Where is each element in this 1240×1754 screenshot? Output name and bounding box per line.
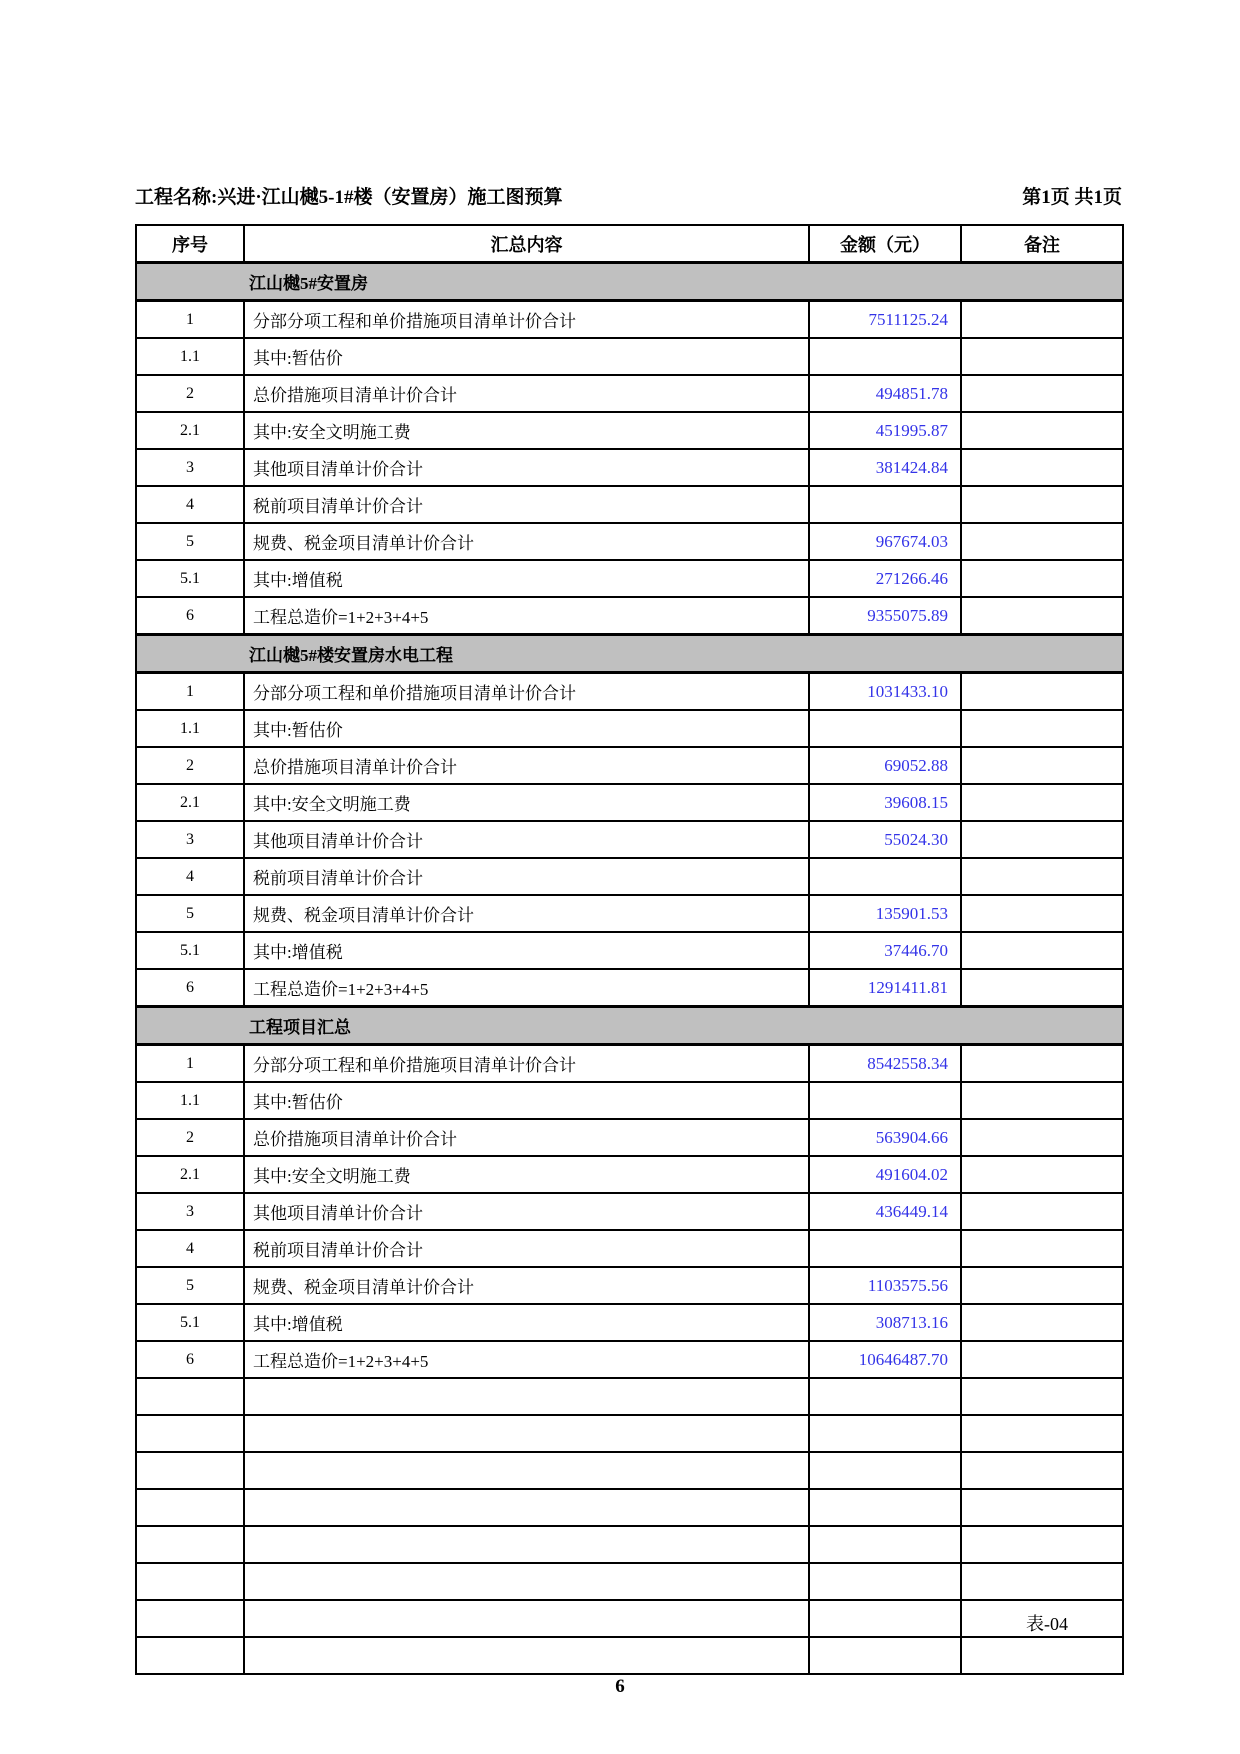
- table-row: [136, 375, 1123, 412]
- note-cell: [961, 1045, 1123, 1083]
- summary-table-header-row: [136, 225, 1123, 263]
- note-cell: [961, 1119, 1123, 1156]
- amount-cell: 308713.16: [809, 1304, 961, 1341]
- amount-cell: 7511125.24: [809, 301, 961, 339]
- summary-content-cell: [244, 1452, 809, 1489]
- note-cell: [961, 1156, 1123, 1193]
- row-number-cell: 1.1: [136, 338, 244, 375]
- summary-content-cell: 总价措施项目清单计价合计: [244, 375, 809, 412]
- note-cell: [961, 1378, 1123, 1415]
- note-cell: [961, 1452, 1123, 1489]
- page-count-label: 第1页 共1页: [1022, 187, 1122, 208]
- section-band-row: [136, 263, 1123, 301]
- summary-content-cell: 分部分项工程和单价措施项目清单计价合计: [244, 301, 809, 339]
- amount-cell: 491604.02: [809, 1156, 961, 1193]
- summary-content-cell: 税前项目清单计价合计: [244, 858, 809, 895]
- table-row: [136, 1119, 1123, 1156]
- table-row: [136, 858, 1123, 895]
- row-number-cell: 5: [136, 523, 244, 560]
- row-number-cell: 1.1: [136, 710, 244, 747]
- amount-cell: 8542558.34: [809, 1045, 961, 1083]
- section-title: 江山樾5#安置房: [136, 263, 1123, 301]
- amount-cell: 967674.03: [809, 523, 961, 560]
- amount-cell: 1103575.56: [809, 1267, 961, 1304]
- section-title: 工程项目汇总: [136, 1007, 1123, 1045]
- note-cell: [961, 486, 1123, 523]
- row-number-cell: 1.1: [136, 1082, 244, 1119]
- project-name-title: 工程名称:兴进·江山樾5-1#楼（安置房）施工图预算: [135, 187, 563, 208]
- empty-row: [136, 1563, 1123, 1600]
- table-row: [136, 1045, 1123, 1083]
- summary-content-cell: 税前项目清单计价合计: [244, 1230, 809, 1267]
- amount-cell: 451995.87: [809, 412, 961, 449]
- row-number-cell: 2.1: [136, 412, 244, 449]
- table-row: [136, 1156, 1123, 1193]
- amount-cell: 271266.46: [809, 560, 961, 597]
- summary-content-cell: 其他项目清单计价合计: [244, 1193, 809, 1230]
- empty-row: [136, 1415, 1123, 1452]
- amount-cell: [809, 1489, 961, 1526]
- row-number-cell: 4: [136, 858, 244, 895]
- table-row: [136, 821, 1123, 858]
- note-cell: [961, 1082, 1123, 1119]
- summary-content-cell: [244, 1563, 809, 1600]
- row-number-cell: 2.1: [136, 1156, 244, 1193]
- table-row: [136, 710, 1123, 747]
- row-number-cell: 2: [136, 1119, 244, 1156]
- note-cell: [961, 449, 1123, 486]
- amount-cell: [809, 1082, 961, 1119]
- amount-cell: 381424.84: [809, 449, 961, 486]
- table-row: [136, 747, 1123, 784]
- amount-cell: 37446.70: [809, 932, 961, 969]
- summary-content-cell: 其中:暂估价: [244, 338, 809, 375]
- section-band-row: [136, 1007, 1123, 1045]
- form-number-label: 表-04: [1026, 1614, 1068, 1634]
- amount-cell: 1031433.10: [809, 673, 961, 711]
- summary-content-cell: [244, 1526, 809, 1563]
- table-row: [136, 673, 1123, 711]
- row-number-cell: 4: [136, 1230, 244, 1267]
- summary-table-body: [136, 263, 1123, 1675]
- row-number-cell: [136, 1563, 244, 1600]
- note-cell: [961, 747, 1123, 784]
- amount-cell: 39608.15: [809, 784, 961, 821]
- empty-row: [136, 1378, 1123, 1415]
- table-row: [136, 1341, 1123, 1378]
- row-number-cell: [136, 1378, 244, 1415]
- table-row: [136, 1193, 1123, 1230]
- amount-cell: [809, 1637, 961, 1674]
- note-cell: [961, 1304, 1123, 1341]
- note-cell: [961, 1193, 1123, 1230]
- amount-cell: 436449.14: [809, 1193, 961, 1230]
- amount-cell: [809, 486, 961, 523]
- note-cell: [961, 375, 1123, 412]
- empty-row: [136, 1452, 1123, 1489]
- table-row: [136, 449, 1123, 486]
- table-row: [136, 1082, 1123, 1119]
- amount-cell: 1291411.81: [809, 969, 961, 1007]
- row-number-cell: 5.1: [136, 932, 244, 969]
- note-cell: [961, 784, 1123, 821]
- table-row: [136, 412, 1123, 449]
- section-band-row: [136, 635, 1123, 673]
- summary-content-cell: 规费、税金项目清单计价合计: [244, 523, 809, 560]
- table-row: [136, 969, 1123, 1007]
- row-number-cell: [136, 1415, 244, 1452]
- row-number-cell: 2.1: [136, 784, 244, 821]
- summary-content-cell: 分部分项工程和单价措施项目清单计价合计: [244, 673, 809, 711]
- note-cell: [961, 673, 1123, 711]
- amount-cell: [809, 1230, 961, 1267]
- table-row: [136, 932, 1123, 969]
- note-cell: [961, 932, 1123, 969]
- amount-cell: [809, 1526, 961, 1563]
- note-cell: [961, 1489, 1123, 1526]
- column-header: 金额（元）: [809, 225, 961, 263]
- summary-content-cell: 其中:安全文明施工费: [244, 784, 809, 821]
- note-cell: [961, 1563, 1123, 1600]
- note-cell: [961, 710, 1123, 747]
- column-header: 汇总内容: [244, 225, 809, 263]
- row-number-cell: [136, 1526, 244, 1563]
- note-cell: [961, 1637, 1123, 1674]
- note-cell: [961, 412, 1123, 449]
- note-cell: [961, 1415, 1123, 1452]
- column-header: 序号: [136, 225, 244, 263]
- table-row: [136, 1267, 1123, 1304]
- row-number-cell: 5: [136, 895, 244, 932]
- note-cell: [961, 895, 1123, 932]
- table-row: [136, 338, 1123, 375]
- amount-cell: 563904.66: [809, 1119, 961, 1156]
- note-cell: [961, 1526, 1123, 1563]
- summary-content-cell: 其中:安全文明施工费: [244, 1156, 809, 1193]
- row-number-cell: 1: [136, 673, 244, 711]
- summary-content-cell: 其中:暂估价: [244, 710, 809, 747]
- summary-content-cell: [244, 1378, 809, 1415]
- summary-content-cell: 规费、税金项目清单计价合计: [244, 895, 809, 932]
- amount-cell: [809, 1415, 961, 1452]
- row-number-cell: [136, 1452, 244, 1489]
- summary-content-cell: 税前项目清单计价合计: [244, 486, 809, 523]
- table-row: [136, 1304, 1123, 1341]
- row-number-cell: 3: [136, 821, 244, 858]
- amount-cell: [809, 1378, 961, 1415]
- row-number-cell: 2: [136, 375, 244, 412]
- table-row: [136, 523, 1123, 560]
- note-cell: [961, 338, 1123, 375]
- empty-row: [136, 1637, 1123, 1674]
- table-row: [136, 895, 1123, 932]
- amount-cell: [809, 338, 961, 375]
- summary-content-cell: 其中:增值税: [244, 560, 809, 597]
- note-cell: [961, 1267, 1123, 1304]
- summary-content-cell: 分部分项工程和单价措施项目清单计价合计: [244, 1045, 809, 1083]
- empty-row: [136, 1489, 1123, 1526]
- amount-cell: 494851.78: [809, 375, 961, 412]
- summary-content-cell: [244, 1637, 809, 1674]
- amount-cell: 10646487.70: [809, 1341, 961, 1378]
- row-number-cell: 1: [136, 301, 244, 339]
- empty-row: [136, 1526, 1123, 1563]
- row-number-cell: 6: [136, 969, 244, 1007]
- document-header: [135, 186, 1122, 210]
- amount-cell: [809, 710, 961, 747]
- table-row: [136, 784, 1123, 821]
- row-number-cell: [136, 1489, 244, 1526]
- summary-content-cell: 工程总造价=1+2+3+4+5: [244, 1341, 809, 1378]
- page-number: 6: [615, 1676, 625, 1697]
- note-cell: [961, 523, 1123, 560]
- summary-content-cell: 其他项目清单计价合计: [244, 449, 809, 486]
- summary-content-cell: 工程总造价=1+2+3+4+5: [244, 969, 809, 1007]
- row-number-cell: 3: [136, 1193, 244, 1230]
- section-title: 江山樾5#楼安置房水电工程: [136, 635, 1123, 673]
- row-number-cell: 5: [136, 1267, 244, 1304]
- table-row: [136, 560, 1123, 597]
- summary-content-cell: [244, 1415, 809, 1452]
- amount-cell: [809, 1563, 961, 1600]
- note-cell: [961, 597, 1123, 635]
- summary-content-cell: 其中:增值税: [244, 932, 809, 969]
- summary-content-cell: 规费、税金项目清单计价合计: [244, 1267, 809, 1304]
- note-cell: [961, 1341, 1123, 1378]
- note-cell: [961, 969, 1123, 1007]
- amount-cell: 9355075.89: [809, 597, 961, 635]
- summary-content-cell: 工程总造价=1+2+3+4+5: [244, 597, 809, 635]
- summary-table: [135, 224, 1124, 1675]
- table-row: [136, 486, 1123, 523]
- row-number-cell: 6: [136, 1341, 244, 1378]
- table-row: [136, 597, 1123, 635]
- column-header: 备注: [961, 225, 1123, 263]
- row-number-cell: 5.1: [136, 560, 244, 597]
- row-number-cell: 6: [136, 597, 244, 635]
- summary-content-cell: 其中:暂估价: [244, 1082, 809, 1119]
- table-row: [136, 301, 1123, 339]
- amount-cell: [809, 1452, 961, 1489]
- summary-content-cell: [244, 1489, 809, 1526]
- amount-cell: 55024.30: [809, 821, 961, 858]
- note-cell: [961, 560, 1123, 597]
- amount-cell: 135901.53: [809, 895, 961, 932]
- note-cell: [961, 821, 1123, 858]
- amount-cell: [809, 858, 961, 895]
- note-cell: [961, 1230, 1123, 1267]
- summary-content-cell: 总价措施项目清单计价合计: [244, 747, 809, 784]
- summary-content-cell: 总价措施项目清单计价合计: [244, 1119, 809, 1156]
- summary-content-cell: 其中:安全文明施工费: [244, 412, 809, 449]
- note-cell: [961, 301, 1123, 339]
- row-number-cell: [136, 1637, 244, 1674]
- row-number-cell: 1: [136, 1045, 244, 1083]
- summary-content-cell: 其中:增值税: [244, 1304, 809, 1341]
- row-number-cell: 2: [136, 747, 244, 784]
- table-row: [136, 1230, 1123, 1267]
- amount-cell: 69052.88: [809, 747, 961, 784]
- row-number-cell: 4: [136, 486, 244, 523]
- row-number-cell: 5.1: [136, 1304, 244, 1341]
- row-number-cell: 3: [136, 449, 244, 486]
- summary-content-cell: 其他项目清单计价合计: [244, 821, 809, 858]
- note-cell: [961, 858, 1123, 895]
